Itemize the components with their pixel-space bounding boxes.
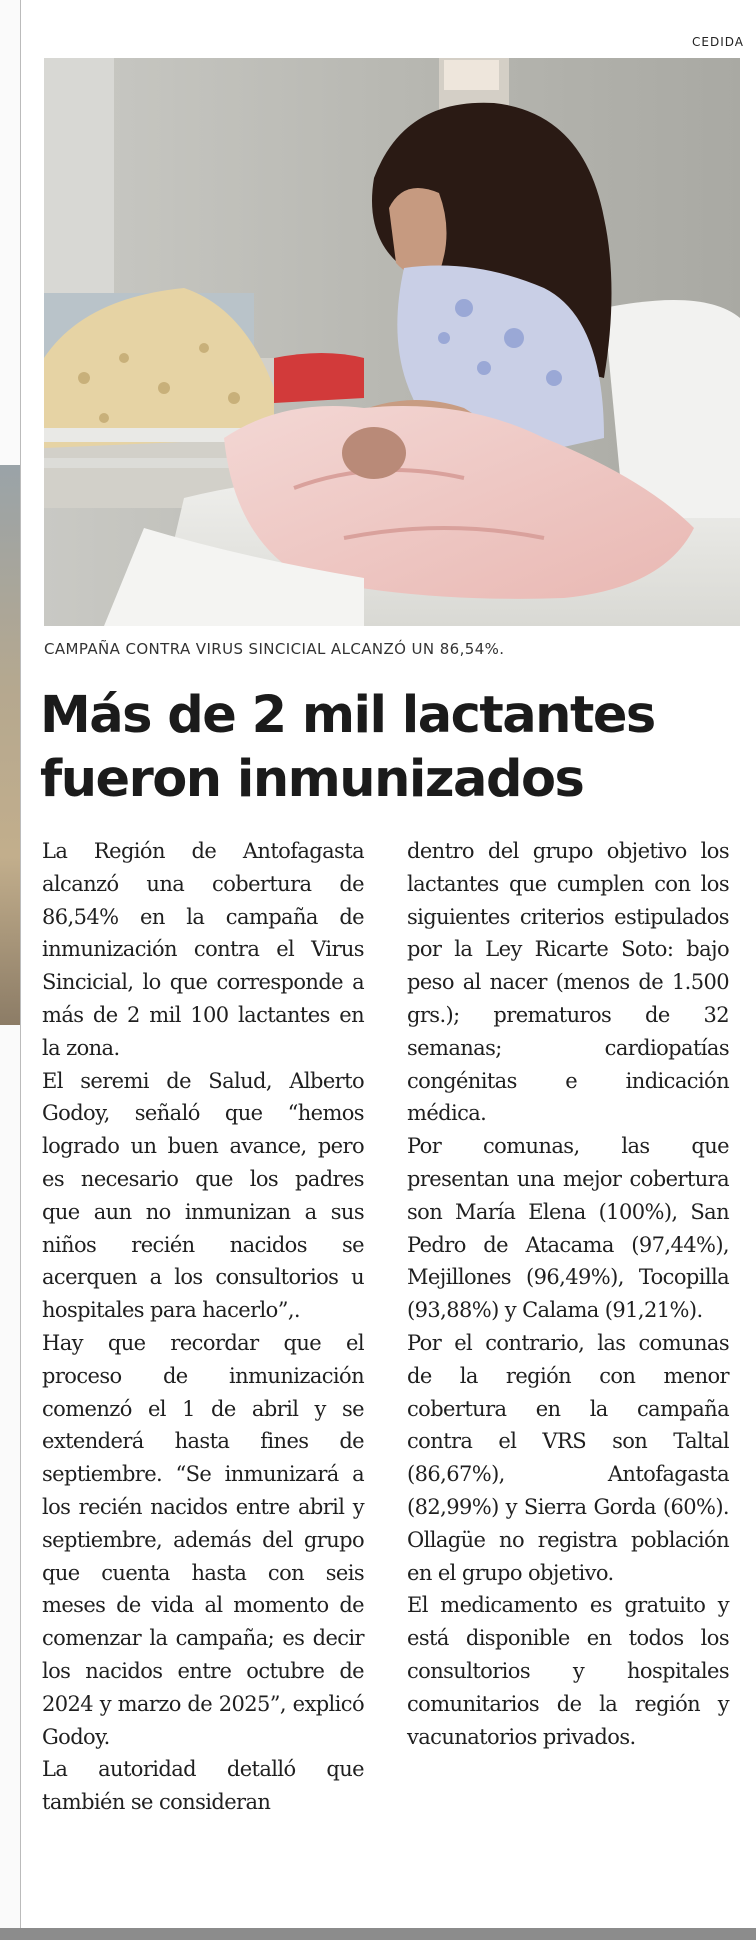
- photo-caption: CAMPAÑA CONTRA VIRUS SINCICIAL ALCANZÓ UN 86,54%.: [44, 640, 505, 658]
- page-footer-rule: [0, 1928, 756, 1940]
- mother-nursing-newborn-photo: [44, 58, 740, 626]
- headline-line-2: fueron inmunizados: [40, 750, 584, 809]
- paragraph: Hay que recordar que el proceso de inmunización comenzó el 1 de abril y se extenderá hasta fines de septiembre. “Se inmunizará a los recién nacidos entre abril y septiembre, además del grupo que cuenta hasta con seis meses de vida al momento de comenzar la campaña; es decir los nacidos entre octubre de 2024 y marzo de 2025”, explicó Godoy.: [42, 1330, 364, 1749]
- paragraph: El seremi de Salud, Alberto Godoy, señaló que “hemos logrado un buen avance, pero es necesario que los padres que aun no inmunizan a sus niños recién nacidos se acerquen a los consultorios u hospitales para hacerlo”,.: [42, 1068, 364, 1323]
- article-photo: [44, 58, 740, 626]
- article-column-right: [407, 835, 729, 1753]
- adjacent-photo-fragment: [0, 465, 20, 1025]
- paragraph: Por comunas, las que presentan una mejor cobertura son María Elena (100%), San Pedro de Atacama (97,44%), Mejillones (96,49%), Tocopilla (93,88%) y Calama (91,21%).: [407, 1134, 729, 1323]
- paragraph: dentro del grupo objetivo los lactantes que cumplen con los siguientes criterios estipulados por la Ley Ricarte Soto: bajo peso al nacer (menos de 1.500 grs.); prematuros de 32 semanas; cardiopatías congénitas e indicación médica.: [407, 839, 729, 1126]
- paragraph: El medicamento es gratuito y está disponible en todos los consultorios y hospitales comunitarios de la región y vacunatorios privados.: [407, 1593, 729, 1749]
- paragraph: Por el contrario, las comunas de la región con menor cobertura en la campaña contra el VRS son Taltal (86,67%), Antofagasta (82,99%) y Sierra Gorda (60%). Ollagüe no registra población en el grupo objetivo.: [407, 1330, 729, 1585]
- headline: [40, 684, 740, 812]
- paragraph: La Región de Antofagasta alcanzó una cobertura de 86,54% en la campaña de inmunización contra el Virus Sincicial, lo que corresponde a más de 2 mil 100 lactantes en la zona.: [42, 839, 364, 1060]
- photo-credit: CEDIDA: [692, 35, 744, 49]
- adjacent-article-strip: [0, 0, 21, 1940]
- paragraph: La autoridad detalló que también se consideran: [42, 1757, 364, 1815]
- headline-line-1: Más de 2 mil lactantes: [40, 686, 655, 745]
- article-column-left: [42, 835, 364, 1819]
